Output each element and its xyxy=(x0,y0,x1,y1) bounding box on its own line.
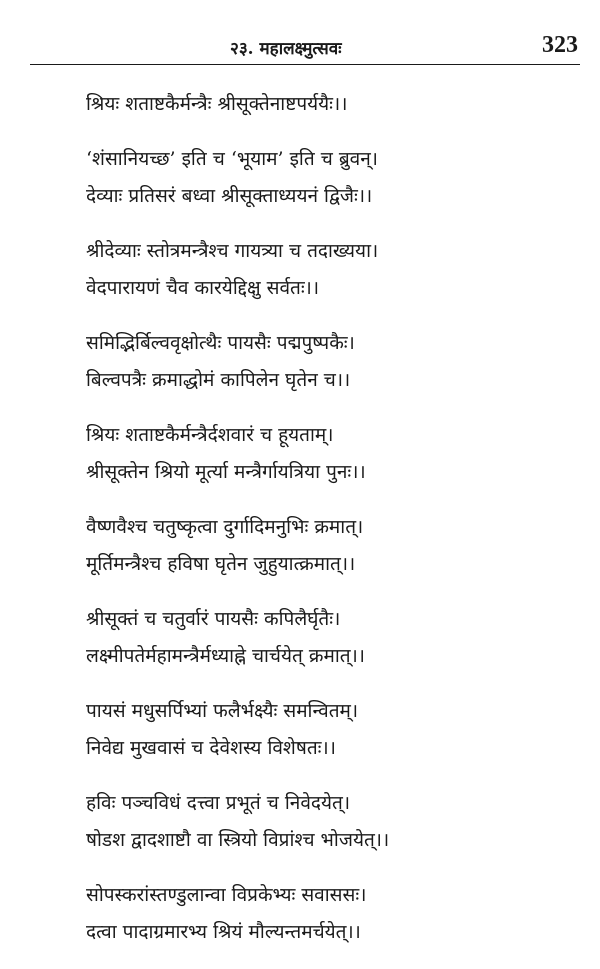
verse-block xyxy=(86,785,566,859)
verse-line: लक्ष्मीपतेर्महामन्त्रैर्मध्याह्ने चार्चयेत् क्रमात्।। xyxy=(86,645,365,667)
verse-block xyxy=(86,693,566,767)
verse-line: सोपस्करांस्तण्डुलान्वा विप्रकेभ्यः सवाससः। xyxy=(86,884,367,906)
verse-line: ‘शंसानियच्छ’ इति च ‘भूयाम’ इति च ब्रुवन्। xyxy=(86,148,378,170)
page-header xyxy=(30,30,580,65)
verse-block xyxy=(86,877,566,951)
verse-line: श्रीदेव्याः स्तोत्रमन्त्रैश्च गायत्र्या च तदाख्यया। xyxy=(86,240,379,262)
verse-body xyxy=(86,86,566,969)
verse-block xyxy=(86,86,566,123)
running-head: २३. महालक्ष्मुत्सवः xyxy=(230,39,342,59)
verse-block xyxy=(86,601,566,675)
page-number: 323 xyxy=(542,32,578,58)
verse-block xyxy=(86,141,566,215)
verse-line: श्रीसूक्तेन श्रियो मूर्त्या मन्त्रैर्गायत्रिया पुनः।। xyxy=(86,461,366,483)
verse-line: श्रीसूक्तं च चतुर्वारं पायसैः कपिलैर्घृतैः। xyxy=(86,608,341,630)
verse-line: मूर्तिमन्त्रैश्च हविषा घृतेन जुहुयात्क्रमात्।। xyxy=(86,553,356,575)
verse-line: श्रियः शताष्टकैर्मन्त्रैः श्रीसूक्तेनाष्टपर्ययैः।। xyxy=(86,93,348,115)
verse-line: षोडश द्वादशाष्टौ वा स्त्रियो विप्रांश्च भोजयेत्।। xyxy=(86,829,390,851)
verse-block xyxy=(86,509,566,583)
verse-line: दत्वा पादाग्रमारभ्य श्रियं मौल्यन्तमर्चयेत्।। xyxy=(86,921,361,943)
verse-line: पायसं मधुसर्पिभ्यां फलैर्भक्ष्यैः समन्वितम्। xyxy=(86,700,359,722)
verse-block xyxy=(86,417,566,491)
verse-line: बिल्वपत्रैः क्रमाद्धोमं कापिलेन घृतेन च।। xyxy=(86,369,351,391)
verse-block xyxy=(86,233,566,307)
verse-line: श्रियः शताष्टकैर्मन्त्रैर्दशवारं च हूयताम्। xyxy=(86,424,334,446)
verse-line: समिद्भिर्बिल्ववृक्षोत्थैः पायसैः पद्मपुष्पकैः। xyxy=(86,332,355,354)
verse-line: देव्याः प्रतिसरं बध्वा श्रीसूक्ताध्ययनं द्विजैः।। xyxy=(86,185,373,207)
verse-block xyxy=(86,325,566,399)
verse-line: हविः पञ्चविधं दत्त्वा प्रभूतं च निवेदयेत्। xyxy=(86,792,351,814)
verse-line: निवेद्य मुखवासं च देवेशस्य विशेषतः।। xyxy=(86,737,336,759)
verse-line: वैष्णवैश्च चतुष्कृत्वा दुर्गादिमनुभिः क्रमात्। xyxy=(86,516,364,538)
verse-line: वेदपारायणं चैव कारयेद्दिक्षु सर्वतः।। xyxy=(86,277,320,299)
